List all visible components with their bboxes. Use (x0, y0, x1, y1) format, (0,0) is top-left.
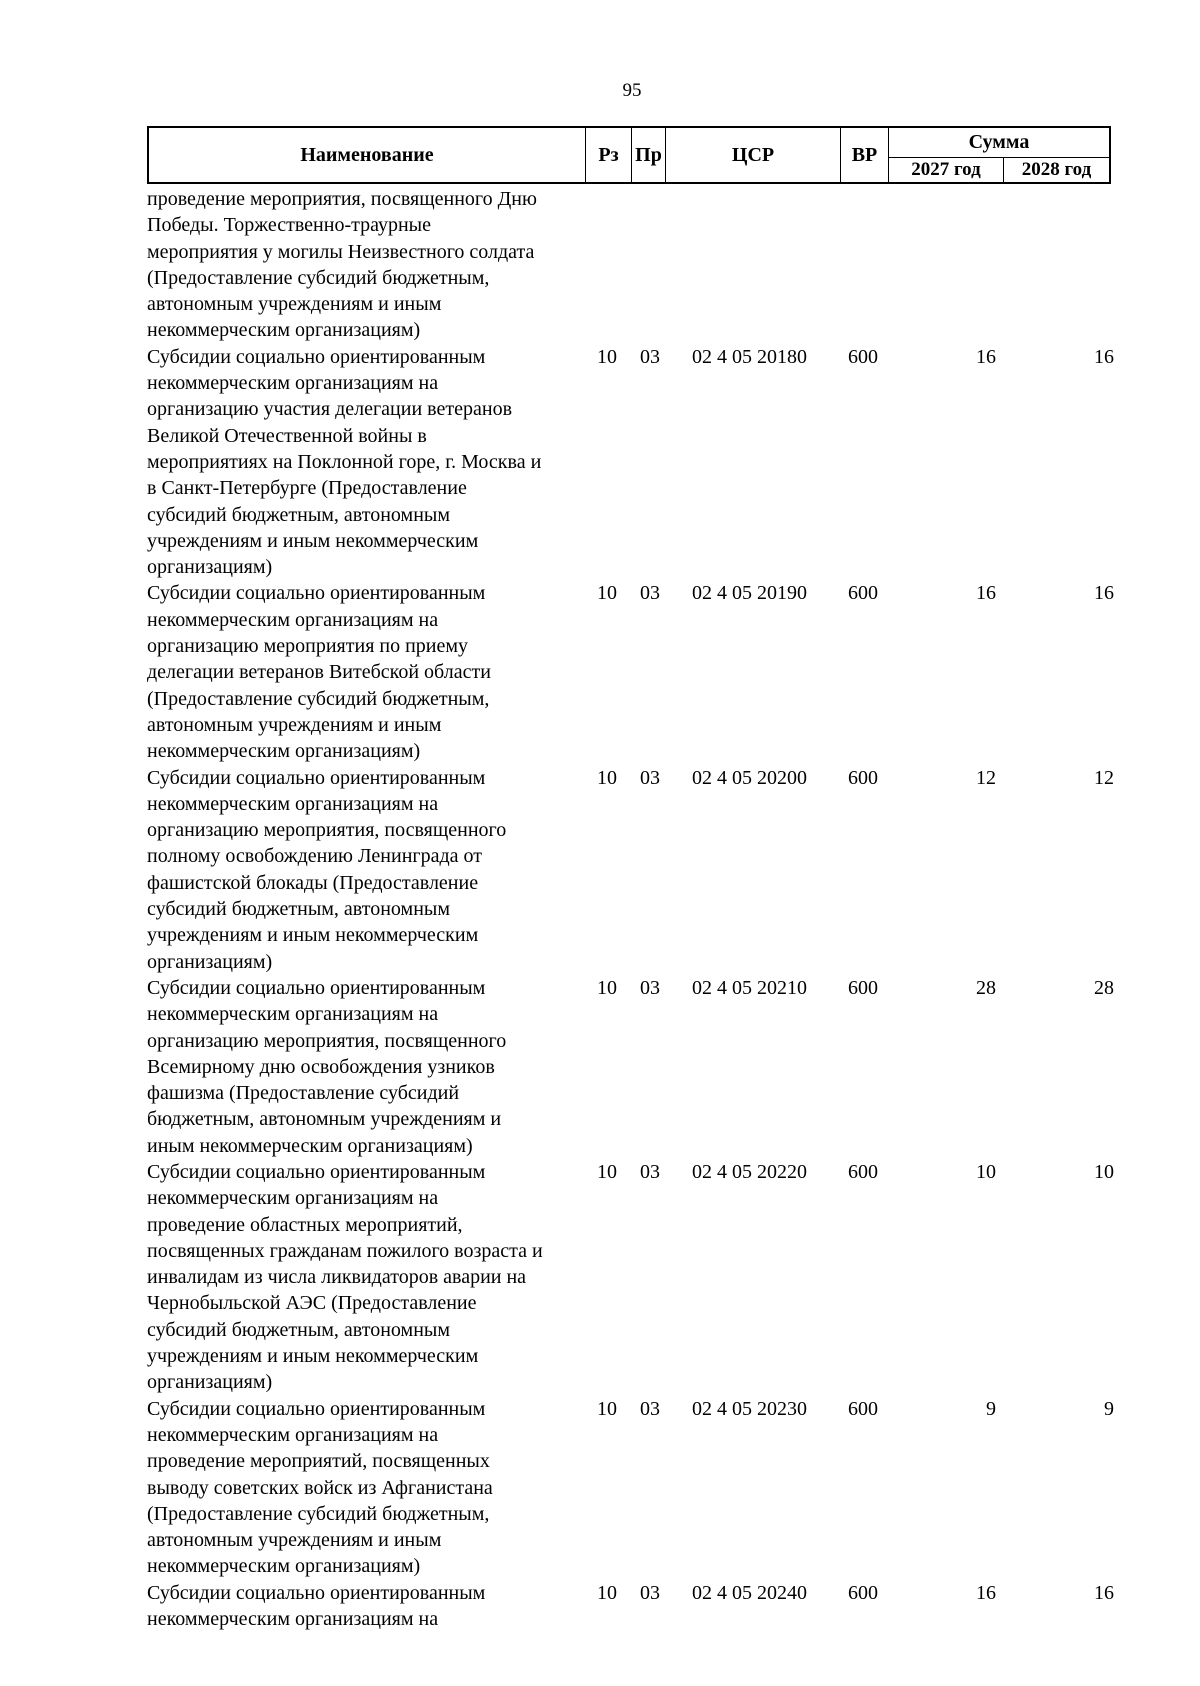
table-row (147, 186, 1117, 344)
row-vr: 600 (848, 766, 878, 789)
row-sum-2028: 10 (1094, 1160, 1114, 1183)
row-vr: 600 (848, 1397, 878, 1420)
header-name: Наименование (149, 128, 586, 182)
row-sum-2028: 28 (1094, 976, 1114, 999)
row-sum-2027: 16 (976, 582, 996, 605)
table-row (147, 344, 1117, 581)
row-name: проведение мероприятия, посвященного Дню Победы. Торжественно-траурные мероприятия у могилы Неизвестного солдата (Предоставление субсидий бюджетным, автономным учреждениям и иным некоммерческим организациям) (147, 188, 537, 342)
row-rz: 10 (597, 1160, 617, 1183)
row-vr: 600 (848, 976, 878, 999)
row-name: Субсидии социально ориентированным некоммерческим организациям на организацию мероприятия, посвященного полному освобождению Ленинграда от фашистской блокады (Предоставление субсидий бюджетным, автономным учреждениям и иным некоммерческим организациям) (147, 766, 507, 973)
row-pr: 03 (640, 1160, 660, 1183)
row-sum-2028: 9 (1104, 1397, 1114, 1420)
row-csr: 02 4 05 20180 (692, 345, 807, 368)
row-pr: 03 (640, 1397, 660, 1420)
row-rz: 10 (597, 345, 617, 368)
row-csr: 02 4 05 20190 (692, 582, 807, 605)
row-name: Субсидии социально ориентированным некоммерческим организациям на организацию мероприятия по приему делегации ветеранов Витебской области (Предоставление субсидий бюджетным, автономным учреждениям и иным некоммерческим организациям) (147, 582, 491, 763)
row-pr: 03 (640, 345, 660, 368)
row-rz: 10 (597, 766, 617, 789)
table-row (147, 1159, 1117, 1396)
row-sum-2027: 10 (976, 1160, 996, 1183)
row-csr: 02 4 05 20240 (692, 1581, 807, 1604)
header-vr: ВР (841, 128, 889, 182)
row-vr: 600 (848, 1581, 878, 1604)
header-sum: Сумма (889, 128, 1109, 158)
row-csr: 02 4 05 20200 (692, 766, 807, 789)
row-sum-2027: 12 (976, 766, 996, 789)
row-csr: 02 4 05 20210 (692, 976, 807, 999)
row-rz: 10 (597, 1581, 617, 1604)
row-vr: 600 (848, 345, 878, 368)
header-pr: Пр (632, 128, 666, 182)
row-rz: 10 (597, 582, 617, 605)
row-pr: 03 (640, 1581, 660, 1604)
row-vr: 600 (848, 582, 878, 605)
row-sum-2027: 28 (976, 976, 996, 999)
row-rz: 10 (597, 976, 617, 999)
table-row (147, 1396, 1117, 1580)
table-row (147, 1580, 1117, 1633)
row-name: Субсидии социально ориентированным некоммерческим организациям на (147, 1581, 486, 1631)
row-sum-2027: 9 (986, 1397, 996, 1420)
header-year-2027: 2027 год (889, 158, 1004, 182)
row-pr: 03 (640, 976, 660, 999)
row-sum-2028: 12 (1094, 766, 1114, 789)
page-number: 95 (622, 80, 642, 101)
row-csr: 02 4 05 20230 (692, 1397, 807, 1420)
table-row (147, 975, 1117, 1159)
row-sum-2027: 16 (976, 345, 996, 368)
row-pr: 03 (640, 582, 660, 605)
table-row (147, 765, 1117, 975)
table-row (147, 580, 1117, 764)
row-vr: 600 (848, 1160, 878, 1183)
row-sum-2028: 16 (1094, 345, 1114, 368)
row-sum-2028: 16 (1094, 1581, 1114, 1604)
row-name: Субсидии социально ориентированным некоммерческим организациям на организацию участия делегации ветеранов Великой Отечественной войны в мероприятиях на Поклонной горе, г. Москва и в Санкт-Петербурге (Предоставление субсидий бюджетным, автономным учреждениям и иным некоммерческим организациям) (147, 345, 542, 579)
row-name: Субсидии социально ориентированным некоммерческим организациям на проведение областных мероприятий, посвященных гражданам пожилого возраста и инвалидам из числа ликвидаторов аварии на Чернобыльской АЭС (Предоставление субсидий бюджетным, автономным учреждениям и иным некоммерческим организациям) (147, 1160, 543, 1394)
row-name: Субсидии социально ориентированным некоммерческим организациям на организацию мероприятия, посвященного Всемирному дню освобождения узников фашизма (Предоставление субсидий бюджетным, автономным учреждениям и иным некоммерческим организациям) (147, 976, 507, 1157)
row-rz: 10 (597, 1397, 617, 1420)
header-year-2028: 2028 год (1021, 159, 1092, 180)
header-csr: ЦСР (666, 128, 841, 182)
table-header (147, 126, 1111, 184)
row-csr: 02 4 05 20220 (692, 1160, 807, 1183)
row-sum-2027: 16 (976, 1581, 996, 1604)
header-rz: Рз (586, 128, 632, 182)
row-name: Субсидии социально ориентированным некоммерческим организациям на проведение мероприятий, посвященных выводу советских войск из Афганистана (Предоставление субсидий бюджетным, автономным учреждениям и иным некоммерческим организациям) (147, 1397, 493, 1578)
row-pr: 03 (640, 766, 660, 789)
row-sum-2028: 16 (1094, 582, 1114, 605)
table-body (147, 186, 1117, 1632)
